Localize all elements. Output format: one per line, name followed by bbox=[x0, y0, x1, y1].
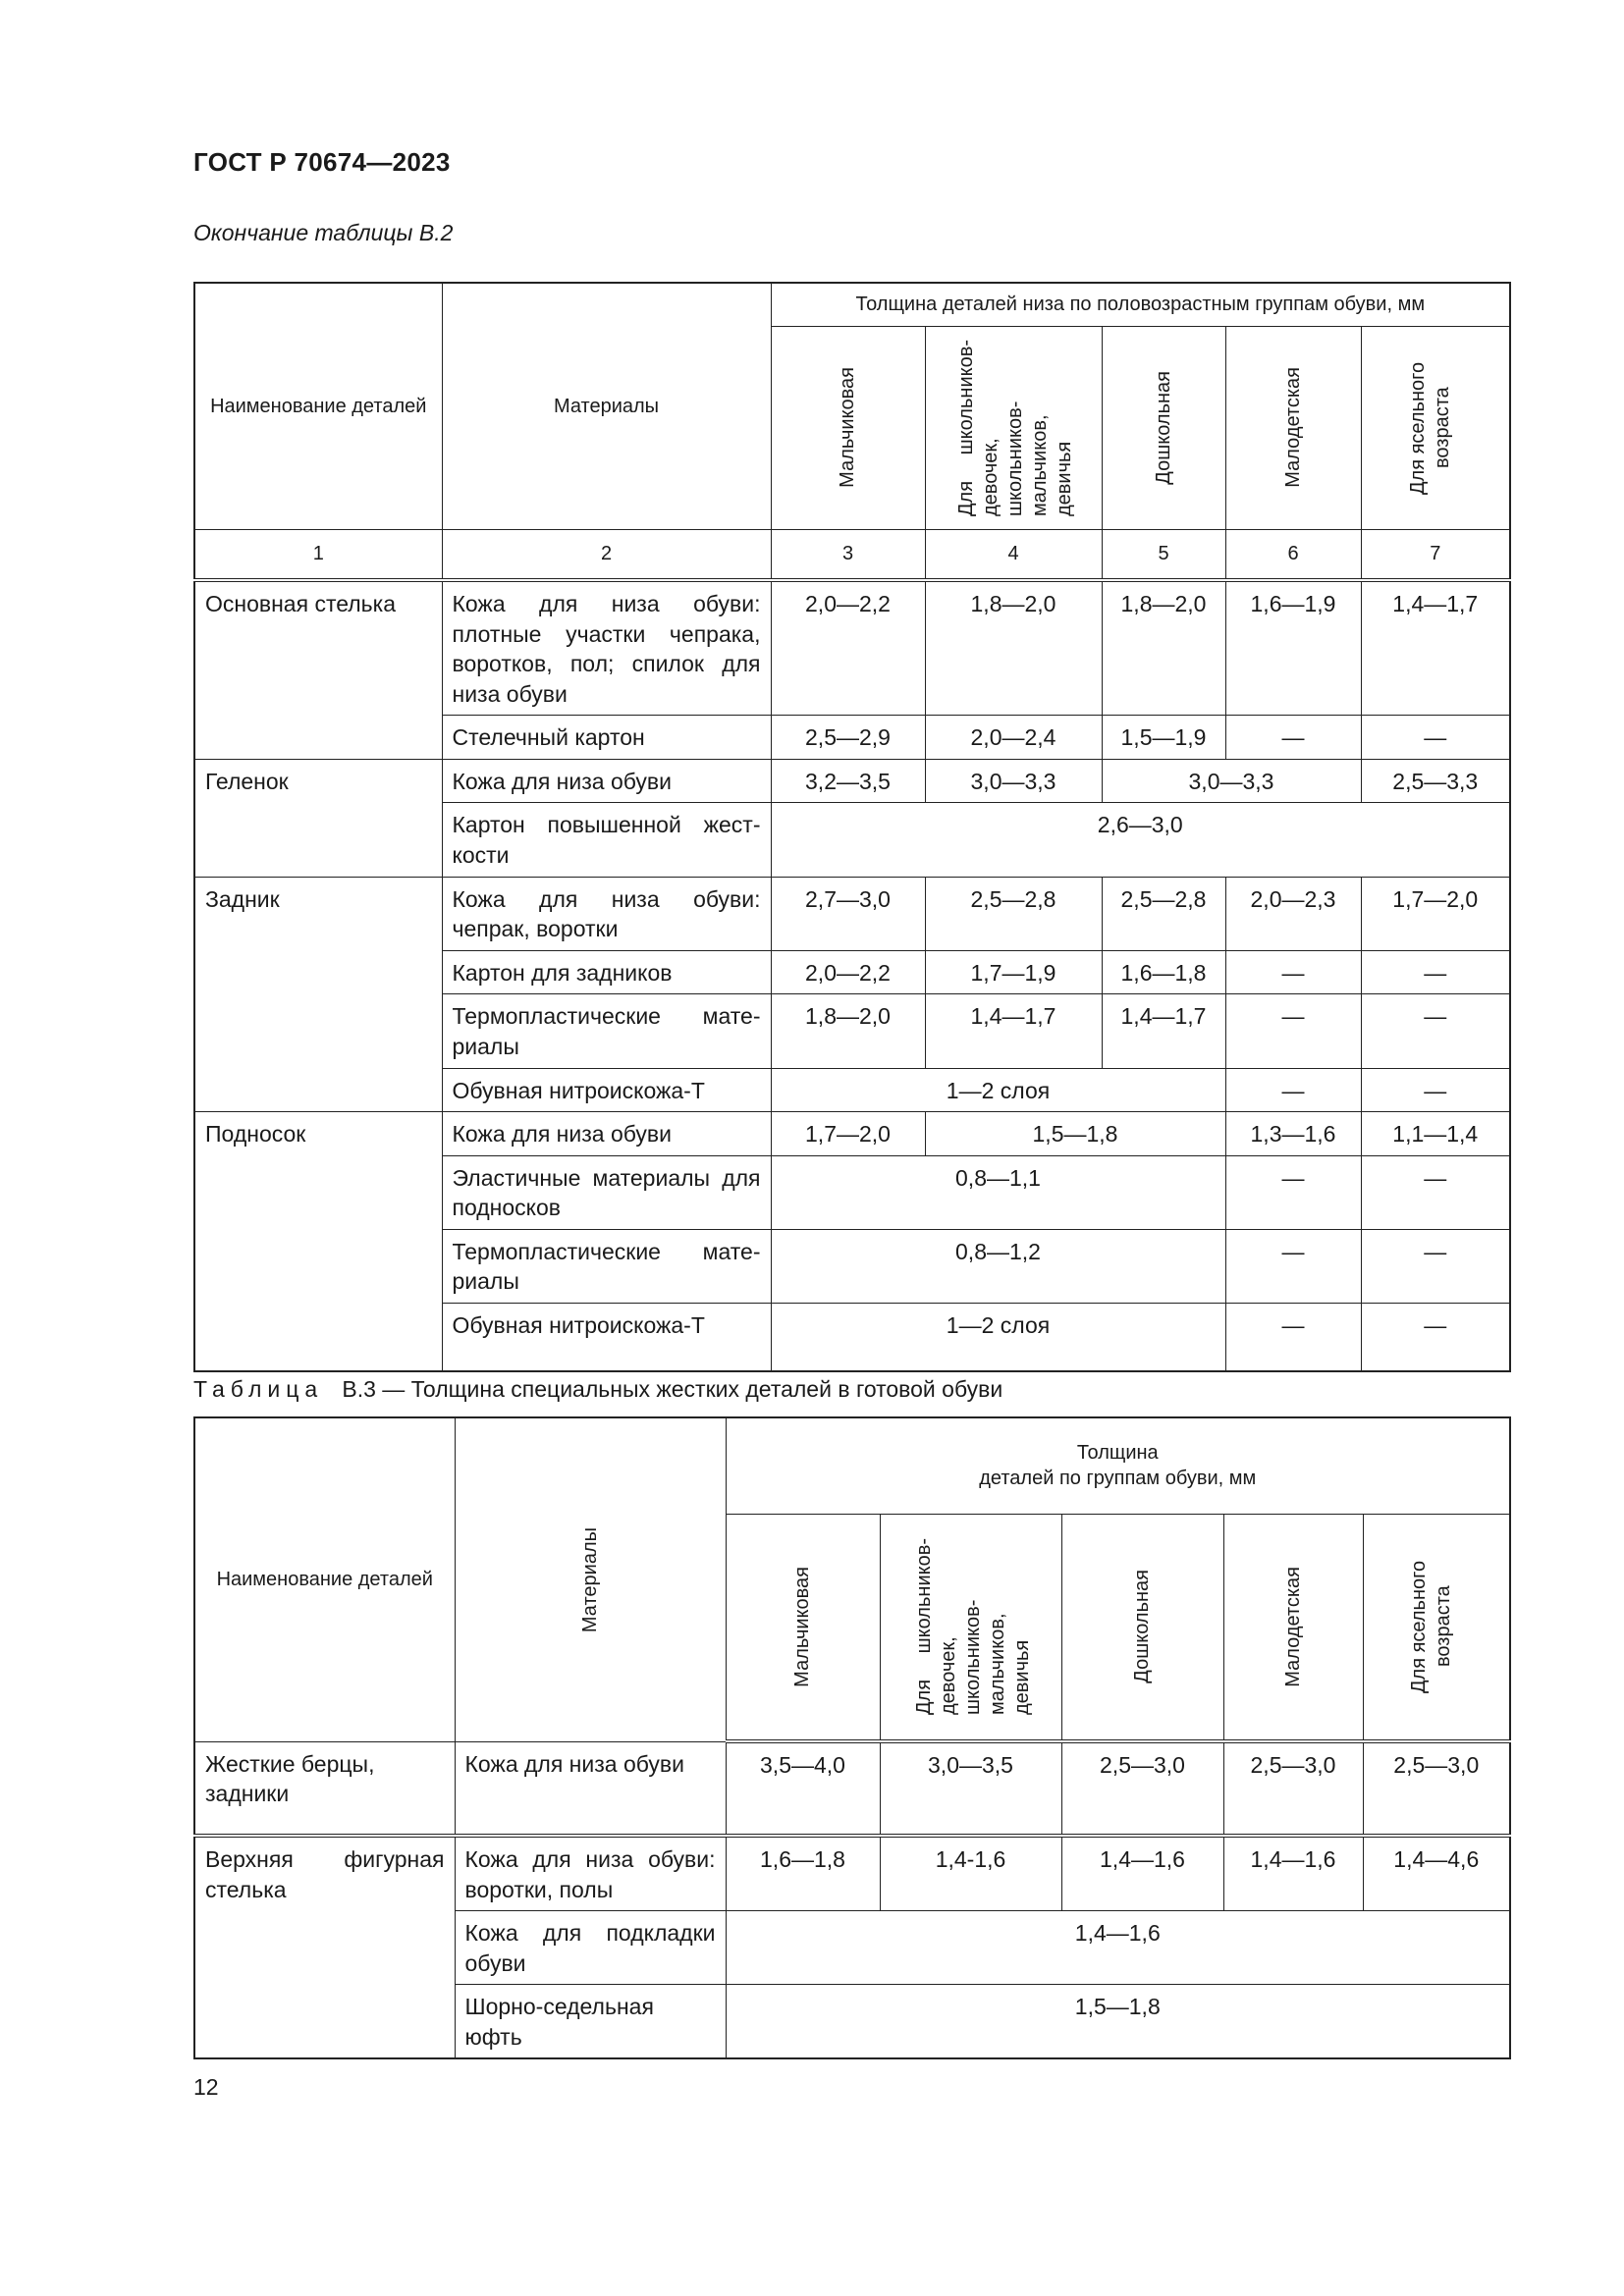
value-cell: 2,5—2,8 bbox=[925, 877, 1102, 950]
value-cell: 1,6—1,9 bbox=[1225, 580, 1361, 716]
header-thickness-group: Толщина деталей по группам обуви, мм bbox=[726, 1417, 1510, 1514]
material-cell: Кожа для низа обуви bbox=[442, 759, 771, 803]
part-name: Геленок bbox=[194, 759, 442, 877]
column-number: 3 bbox=[771, 529, 925, 580]
value-cell: 1,8—2,0 bbox=[771, 994, 925, 1068]
value-cell: 1,7—2,0 bbox=[1361, 877, 1510, 950]
value-cell: 2,0—2,3 bbox=[1225, 877, 1361, 950]
part-name: Подносок bbox=[194, 1112, 442, 1372]
header-group-schoolchildren: Для школьников-девочек, школьников-мальчиков, девичья bbox=[925, 326, 1102, 529]
part-name: Жесткие берцы, задники bbox=[194, 1741, 455, 1836]
value-cell: 3,5—4,0 bbox=[726, 1741, 880, 1836]
value-cell: 1,7—1,9 bbox=[925, 950, 1102, 994]
value-cell: — bbox=[1225, 1068, 1361, 1112]
part-name: Задник bbox=[194, 877, 442, 1111]
value-cell: 2,5—3,0 bbox=[1223, 1741, 1363, 1836]
value-cell: 1,4—1,7 bbox=[925, 994, 1102, 1068]
header-group-preschool: Дошкольная bbox=[1102, 326, 1225, 529]
value-cell: — bbox=[1225, 1229, 1361, 1303]
value-cell: 1,8—2,0 bbox=[925, 580, 1102, 716]
value-cell: — bbox=[1361, 1155, 1510, 1229]
value-cell: 2,0—2,2 bbox=[771, 580, 925, 716]
column-number: 4 bbox=[925, 529, 1102, 580]
header-part-name: Наименование деталей bbox=[194, 283, 442, 529]
value-cell: — bbox=[1361, 716, 1510, 760]
material-cell: Картон повышенной жест-кости bbox=[442, 803, 771, 877]
value-cell: 1,4—4,6 bbox=[1363, 1836, 1510, 1911]
header-group-schoolchildren: Для школьников-девочек, школьников-мальчиков, девичья bbox=[880, 1514, 1061, 1741]
material-cell: Кожа для низа обуви: плотные участки чепрака, воротков, пол; спилок для низа обуви bbox=[442, 580, 771, 716]
table-row bbox=[194, 1112, 1510, 1156]
value-cell: 2,0—2,2 bbox=[771, 950, 925, 994]
value-cell: 2,5—2,9 bbox=[771, 716, 925, 760]
value-cell: — bbox=[1361, 1068, 1510, 1112]
value-cell: — bbox=[1225, 716, 1361, 760]
material-cell: Шорно-седельная юфть bbox=[455, 1985, 726, 2059]
value-cell: 2,7—3,0 bbox=[771, 877, 925, 950]
table-b3 bbox=[193, 1416, 1511, 2059]
header-thickness-group: Толщина деталей низа по половозрастным группам обуви, мм bbox=[771, 283, 1510, 326]
value-cell: 0,8—1,1 bbox=[771, 1155, 1225, 1229]
value-cell: 1,4—1,7 bbox=[1102, 994, 1225, 1068]
table-row bbox=[194, 877, 1510, 950]
value-cell: 1,4—1,7 bbox=[1361, 580, 1510, 716]
value-cell: 1,8—2,0 bbox=[1102, 580, 1225, 716]
material-cell: Кожа для низа обуви bbox=[442, 1112, 771, 1156]
value-cell: 2,5—2,8 bbox=[1102, 877, 1225, 950]
material-cell: Обувная нитроискожа-Т bbox=[442, 1068, 771, 1112]
header-part-name: Наименование деталей bbox=[194, 1417, 455, 1741]
value-cell: — bbox=[1361, 1303, 1510, 1371]
value-cell: — bbox=[1361, 950, 1510, 994]
value-cell: 1,5—1,8 bbox=[726, 1985, 1510, 2059]
value-cell: 2,5—3,0 bbox=[1061, 1741, 1223, 1836]
value-cell: 1,5—1,8 bbox=[925, 1112, 1225, 1156]
header-group-nursery: Для ясельного возраста bbox=[1363, 1514, 1510, 1741]
header-materials: Материалы bbox=[442, 283, 771, 529]
material-cell: Термопластические мате-риалы bbox=[442, 1229, 771, 1303]
value-cell: 1,5—1,9 bbox=[1102, 716, 1225, 760]
material-cell: Кожа для подкладки обуви bbox=[455, 1911, 726, 1985]
material-cell: Эластичные материалы для подносков bbox=[442, 1155, 771, 1229]
page-number: 12 bbox=[193, 2074, 219, 2100]
value-cell: 1,1—1,4 bbox=[1361, 1112, 1510, 1156]
table-b2 bbox=[193, 282, 1511, 1372]
column-number: 1 bbox=[194, 529, 442, 580]
value-cell: 1,4-1,6 bbox=[880, 1836, 1061, 1911]
column-number: 7 bbox=[1361, 529, 1510, 580]
header-group-preschool: Дошкольная bbox=[1061, 1514, 1223, 1741]
table-b3-caption: Таблица В.3 — Толщина специальных жестких деталей в готовой обуви bbox=[193, 1376, 1003, 1402]
column-number: 6 bbox=[1225, 529, 1361, 580]
value-cell: — bbox=[1361, 1229, 1510, 1303]
value-cell: 1,4—1,6 bbox=[1223, 1836, 1363, 1911]
value-cell: — bbox=[1225, 1155, 1361, 1229]
part-name: Основная стелька bbox=[194, 580, 442, 759]
material-cell: Картон для задников bbox=[442, 950, 771, 994]
value-cell: 0,8—1,2 bbox=[771, 1229, 1225, 1303]
value-cell: — bbox=[1225, 994, 1361, 1068]
header-group-toddler: Малодетская bbox=[1225, 326, 1361, 529]
value-cell: 1,6—1,8 bbox=[1102, 950, 1225, 994]
value-cell: 3,0—3,3 bbox=[1102, 759, 1361, 803]
material-cell: Кожа для низа обуви: чепрак, воротки bbox=[442, 877, 771, 950]
part-name: Верхняя фигурная стелька bbox=[194, 1836, 455, 2058]
table-row bbox=[194, 759, 1510, 803]
header-materials: Материалы bbox=[455, 1417, 726, 1741]
header-group-boys: Мальчиковая bbox=[726, 1514, 880, 1741]
value-cell: 1,4—1,6 bbox=[726, 1911, 1510, 1985]
column-number: 2 bbox=[442, 529, 771, 580]
table-row bbox=[194, 580, 1510, 716]
material-cell: Кожа для низа обуви: воротки, полы bbox=[455, 1836, 726, 1911]
table-continuation-caption: Окончание таблицы В.2 bbox=[193, 220, 454, 245]
material-cell: Стелечный картон bbox=[442, 716, 771, 760]
material-cell: Термопластические мате-риалы bbox=[442, 994, 771, 1068]
header-group-toddler: Малодетская bbox=[1223, 1514, 1363, 1741]
header-group-nursery: Для ясельного возраста bbox=[1361, 326, 1510, 529]
value-cell: 2,6—3,0 bbox=[771, 803, 1510, 877]
value-cell: 1,6—1,8 bbox=[726, 1836, 880, 1911]
value-cell: 1,7—2,0 bbox=[771, 1112, 925, 1156]
value-cell: — bbox=[1225, 950, 1361, 994]
value-cell: 1—2 слоя bbox=[771, 1068, 1225, 1112]
value-cell: 1,4—1,6 bbox=[1061, 1836, 1223, 1911]
value-cell: 2,0—2,4 bbox=[925, 716, 1102, 760]
material-cell: Кожа для низа обуви bbox=[455, 1741, 726, 1836]
value-cell: 3,0—3,5 bbox=[880, 1741, 1061, 1836]
value-cell: 1—2 слоя bbox=[771, 1303, 1225, 1371]
header-group-boys: Мальчиковая bbox=[771, 326, 925, 529]
table-row bbox=[194, 1836, 1510, 1911]
table-row bbox=[194, 1741, 1510, 1836]
value-cell: 3,0—3,3 bbox=[925, 759, 1102, 803]
material-cell: Обувная нитроискожа-Т bbox=[442, 1303, 771, 1371]
value-cell: — bbox=[1361, 994, 1510, 1068]
value-cell: 2,5—3,3 bbox=[1361, 759, 1510, 803]
value-cell: 1,3—1,6 bbox=[1225, 1112, 1361, 1156]
value-cell: — bbox=[1225, 1303, 1361, 1371]
column-number: 5 bbox=[1102, 529, 1225, 580]
value-cell: 3,2—3,5 bbox=[771, 759, 925, 803]
document-title: ГОСТ Р 70674—2023 bbox=[193, 147, 451, 177]
value-cell: 2,5—3,0 bbox=[1363, 1741, 1510, 1836]
